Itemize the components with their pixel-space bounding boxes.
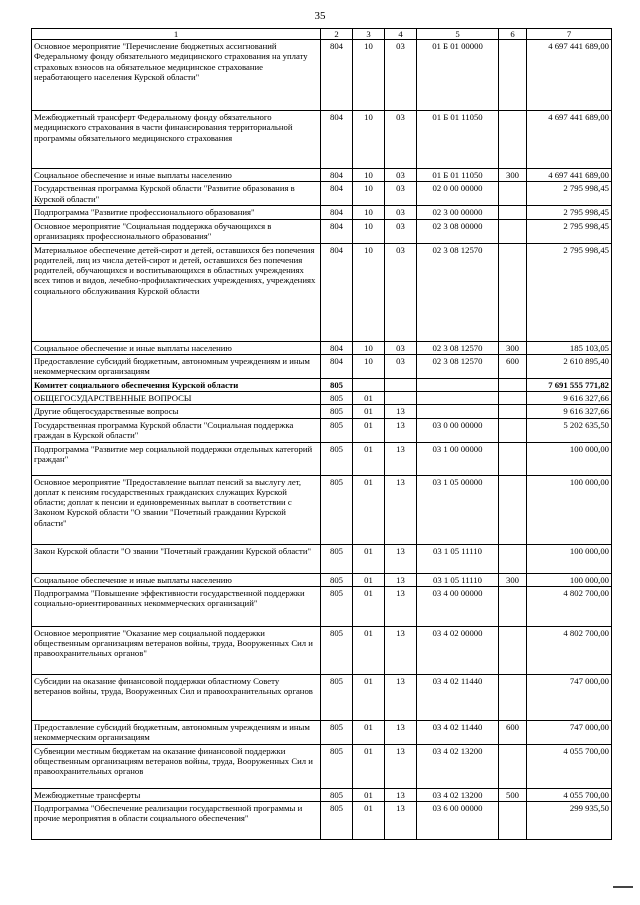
amount-cell: 100 000,00 <box>527 573 612 586</box>
amount-cell: 4 697 441 689,00 <box>527 40 612 111</box>
row-name-cell: Подпрограмма "Развитие профессионального образования" <box>32 206 321 219</box>
target-article-cell: 03 4 00 00000 <box>417 586 499 626</box>
section-code-cell: 01 <box>353 418 385 442</box>
row-name-cell: Предоставление субсидий бюджетным, автономным учреждениям и иным некоммерческим организациям <box>32 720 321 744</box>
subsection-code-cell: 03 <box>385 111 417 169</box>
table-row <box>32 573 612 586</box>
ministry-code-cell: 805 <box>321 392 353 405</box>
amount-cell: 4 802 700,00 <box>527 626 612 674</box>
column-number: 1 <box>32 29 321 40</box>
ministry-code-cell: 805 <box>321 405 353 418</box>
ministry-code-cell: 805 <box>321 442 353 475</box>
subsection-code-cell: 13 <box>385 418 417 442</box>
ministry-code-cell: 805 <box>321 573 353 586</box>
expense-type-cell <box>499 418 527 442</box>
table-row <box>32 378 612 391</box>
section-code-cell: 10 <box>353 182 385 206</box>
column-number: 5 <box>417 29 499 40</box>
budget-table <box>31 28 612 840</box>
amount-cell: 9 616 327,66 <box>527 405 612 418</box>
subsection-code-cell <box>385 378 417 391</box>
section-code-cell: 01 <box>353 392 385 405</box>
ministry-code-cell: 804 <box>321 243 353 341</box>
table-row <box>32 405 612 418</box>
table-row <box>32 544 612 573</box>
table-row <box>32 626 612 674</box>
subsection-code-cell: 13 <box>385 475 417 544</box>
section-code-cell: 10 <box>353 40 385 111</box>
amount-cell: 100 000,00 <box>527 442 612 475</box>
ministry-code-cell: 805 <box>321 475 353 544</box>
section-code-cell: 10 <box>353 243 385 341</box>
amount-cell: 299 935,50 <box>527 802 612 840</box>
column-number: 4 <box>385 29 417 40</box>
section-code-cell: 01 <box>353 405 385 418</box>
target-article-cell: 03 4 02 11440 <box>417 720 499 744</box>
target-article-cell: 03 1 00 00000 <box>417 442 499 475</box>
expense-type-cell <box>499 206 527 219</box>
target-article-cell: 03 0 00 00000 <box>417 418 499 442</box>
subsection-code-cell: 13 <box>385 586 417 626</box>
expense-type-cell: 600 <box>499 354 527 378</box>
amount-cell: 4 055 700,00 <box>527 744 612 788</box>
row-name-cell: Межбюджетный трансферт Федеральному фонду обязательного медицинского страхования в части финансирования территориальной программы обязательного медицинского страхования <box>32 111 321 169</box>
subsection-code-cell: 13 <box>385 405 417 418</box>
subsection-code-cell: 03 <box>385 206 417 219</box>
ministry-code-cell: 804 <box>321 341 353 354</box>
amount-cell: 747 000,00 <box>527 720 612 744</box>
ministry-code-cell: 804 <box>321 40 353 111</box>
target-article-cell <box>417 378 499 391</box>
row-name-cell: Основное мероприятие "Оказание мер социальной поддержки общественным организациям ветеранов войны, труда, Вооруженных Сил и правоохранительных органов" <box>32 626 321 674</box>
column-number: 7 <box>527 29 612 40</box>
expense-type-cell: 500 <box>499 788 527 801</box>
row-name-cell: Материальное обеспечение детей-сирот и детей, оставшихся без попечения родителей, лиц из числа детей-сирот и детей, оставшихся без попечения родителей, обучающихся и воспитывающихся в областных учреждениях всех типов и видов, лечебно-профилактических учреждениях, учреждениях социального обслуживания Курской области <box>32 243 321 341</box>
section-code-cell: 10 <box>353 206 385 219</box>
ministry-code-cell: 805 <box>321 744 353 788</box>
subsection-code-cell: 13 <box>385 744 417 788</box>
row-name-cell: Субвенции местным бюджетам на оказание финансовой поддержки общественным организациям ветеранов войны, труда, Вооруженных Сил и правоохранительных органов <box>32 744 321 788</box>
ministry-code-cell: 805 <box>321 544 353 573</box>
column-number: 6 <box>499 29 527 40</box>
table-row <box>32 40 612 111</box>
ministry-code-cell: 805 <box>321 626 353 674</box>
ministry-code-cell: 804 <box>321 219 353 243</box>
amount-cell: 7 691 555 771,82 <box>527 378 612 391</box>
row-name-cell: Государственная программа Курской области "Социальная поддержка граждан в Курской области" <box>32 418 321 442</box>
expense-type-cell <box>499 442 527 475</box>
ministry-code-cell: 805 <box>321 788 353 801</box>
expense-type-cell <box>499 544 527 573</box>
row-name-cell: Социальное обеспечение и иные выплаты населению <box>32 573 321 586</box>
amount-cell: 4 055 700,00 <box>527 788 612 801</box>
target-article-cell: 02 3 08 12570 <box>417 243 499 341</box>
expense-type-cell <box>499 378 527 391</box>
target-article-cell: 02 3 08 12570 <box>417 341 499 354</box>
subsection-code-cell: 13 <box>385 674 417 720</box>
target-article-cell: 01 Б 01 11050 <box>417 169 499 182</box>
amount-cell: 5 202 635,50 <box>527 418 612 442</box>
target-article-cell <box>417 392 499 405</box>
target-article-cell: 03 4 02 00000 <box>417 626 499 674</box>
row-name-cell: Подпрограмма "Обеспечение реализации государственной программы и прочие мероприятия в области социального обеспечения" <box>32 802 321 840</box>
row-name-cell: Закон Курской области "О звании "Почетный гражданин Курской области" <box>32 544 321 573</box>
target-article-cell: 02 3 08 12570 <box>417 354 499 378</box>
row-name-cell: ОБЩЕГОСУДАРСТВЕННЫЕ ВОПРОСЫ <box>32 392 321 405</box>
amount-cell: 4 697 441 689,00 <box>527 169 612 182</box>
expense-type-cell <box>499 182 527 206</box>
subsection-code-cell: 03 <box>385 243 417 341</box>
target-article-cell: 02 3 00 00000 <box>417 206 499 219</box>
table-row <box>32 586 612 626</box>
table-row <box>32 111 612 169</box>
row-name-cell: Основное мероприятие "Перечисление бюджетных ассигнований Федеральному фонду обязательного медицинского страхования на уплату страховых взносов на обязательное медицинское страхование неработающего населения Курской области" <box>32 40 321 111</box>
scan-mark <box>613 886 633 888</box>
subsection-code-cell <box>385 392 417 405</box>
column-number: 3 <box>353 29 385 40</box>
expense-type-cell <box>499 392 527 405</box>
section-code-cell: 01 <box>353 544 385 573</box>
target-article-cell: 03 6 00 00000 <box>417 802 499 840</box>
table-row <box>32 720 612 744</box>
amount-cell: 100 000,00 <box>527 475 612 544</box>
subsection-code-cell: 13 <box>385 720 417 744</box>
amount-cell: 4 802 700,00 <box>527 586 612 626</box>
page-number: 35 <box>314 10 326 22</box>
subsection-code-cell: 03 <box>385 182 417 206</box>
row-name-cell: Основное мероприятие "Социальная поддержка обучающихся в организациях профессионального образования" <box>32 219 321 243</box>
amount-cell: 747 000,00 <box>527 674 612 720</box>
expense-type-cell <box>499 219 527 243</box>
target-article-cell: 03 1 05 11110 <box>417 544 499 573</box>
target-article-cell: 01 Б 01 00000 <box>417 40 499 111</box>
section-code-cell: 10 <box>353 219 385 243</box>
table-row <box>32 674 612 720</box>
row-name-cell: Государственная программа Курской области "Развитие образования в Курской области" <box>32 182 321 206</box>
subsection-code-cell: 03 <box>385 341 417 354</box>
row-name-cell: Межбюджетные трансферты <box>32 788 321 801</box>
amount-cell: 2 795 998,45 <box>527 182 612 206</box>
expense-type-cell <box>499 40 527 111</box>
target-article-cell: 03 1 05 00000 <box>417 475 499 544</box>
section-code-cell: 01 <box>353 442 385 475</box>
subsection-code-cell: 13 <box>385 802 417 840</box>
subsection-code-cell: 13 <box>385 573 417 586</box>
table-row <box>32 744 612 788</box>
expense-type-cell <box>499 626 527 674</box>
table-row <box>32 169 612 182</box>
section-code-cell: 10 <box>353 354 385 378</box>
amount-cell: 185 103,05 <box>527 341 612 354</box>
expense-type-cell <box>499 802 527 840</box>
ministry-code-cell: 804 <box>321 169 353 182</box>
amount-cell: 2 610 895,40 <box>527 354 612 378</box>
subsection-code-cell: 03 <box>385 40 417 111</box>
ministry-code-cell: 805 <box>321 802 353 840</box>
expense-type-cell <box>499 586 527 626</box>
row-name-cell: Социальное обеспечение и иные выплаты населению <box>32 341 321 354</box>
row-name-cell: Субсидии на оказание финансовой поддержки областному Совету ветеранов войны, труда, Вооруженных Сил и правоохранительных органов <box>32 674 321 720</box>
ministry-code-cell: 805 <box>321 674 353 720</box>
expense-type-cell <box>499 405 527 418</box>
expense-type-cell: 300 <box>499 573 527 586</box>
ministry-code-cell: 805 <box>321 378 353 391</box>
expense-type-cell <box>499 475 527 544</box>
ministry-code-cell: 805 <box>321 586 353 626</box>
target-article-cell: 03 4 02 13200 <box>417 744 499 788</box>
subsection-code-cell: 13 <box>385 788 417 801</box>
amount-cell: 9 616 327,66 <box>527 392 612 405</box>
row-name-cell: Комитет социального обеспечения Курской области <box>32 378 321 391</box>
expense-type-cell <box>499 744 527 788</box>
table-row <box>32 354 612 378</box>
table-row <box>32 475 612 544</box>
ministry-code-cell: 805 <box>321 720 353 744</box>
table-row <box>32 243 612 341</box>
ministry-code-cell: 804 <box>321 182 353 206</box>
section-code-cell: 01 <box>353 802 385 840</box>
amount-cell: 2 795 998,45 <box>527 243 612 341</box>
row-name-cell: Другие общегосударственные вопросы <box>32 405 321 418</box>
subsection-code-cell: 13 <box>385 544 417 573</box>
ministry-code-cell: 804 <box>321 354 353 378</box>
subsection-code-cell: 03 <box>385 219 417 243</box>
target-article-cell: 01 Б 01 11050 <box>417 111 499 169</box>
target-article-cell: 03 4 02 13200 <box>417 788 499 801</box>
ministry-code-cell: 804 <box>321 111 353 169</box>
subsection-code-cell: 13 <box>385 442 417 475</box>
section-code-cell: 10 <box>353 169 385 182</box>
table-row <box>32 418 612 442</box>
column-number-row <box>32 29 612 40</box>
expense-type-cell <box>499 243 527 341</box>
amount-cell: 4 697 441 689,00 <box>527 111 612 169</box>
target-article-cell <box>417 405 499 418</box>
row-name-cell: Подпрограмма "Повышение эффективности государственной поддержки социально-ориентированных некоммерческих организаций" <box>32 586 321 626</box>
section-code-cell: 10 <box>353 111 385 169</box>
section-code-cell: 01 <box>353 475 385 544</box>
subsection-code-cell: 13 <box>385 626 417 674</box>
section-code-cell: 01 <box>353 586 385 626</box>
section-code-cell <box>353 378 385 391</box>
target-article-cell: 03 4 02 11440 <box>417 674 499 720</box>
table-row <box>32 219 612 243</box>
row-name-cell: Основное мероприятие "Предоставление выплат пенсий за выслугу лет, доплат к пенсиям государственных гражданских служащих Курской области; доплат к пенсии и единовременных выплат в соответствии с Законом Курской области "О звании "Почетный гражданин Курской области" <box>32 475 321 544</box>
amount-cell: 2 795 998,45 <box>527 206 612 219</box>
ministry-code-cell: 804 <box>321 206 353 219</box>
expense-type-cell: 600 <box>499 720 527 744</box>
table-row <box>32 341 612 354</box>
section-code-cell: 10 <box>353 341 385 354</box>
section-code-cell: 01 <box>353 674 385 720</box>
table-row <box>32 802 612 840</box>
expense-type-cell: 300 <box>499 341 527 354</box>
table-row <box>32 788 612 801</box>
section-code-cell: 01 <box>353 626 385 674</box>
target-article-cell: 02 3 08 00000 <box>417 219 499 243</box>
amount-cell: 2 795 998,45 <box>527 219 612 243</box>
section-code-cell: 01 <box>353 788 385 801</box>
table-row <box>32 182 612 206</box>
row-name-cell: Подпрограмма "Развитие мер социальной поддержки отдельных категорий граждан" <box>32 442 321 475</box>
row-name-cell: Предоставление субсидий бюджетным, автономным учреждениям и иным некоммерческим организациям <box>32 354 321 378</box>
table-row <box>32 206 612 219</box>
column-number: 2 <box>321 29 353 40</box>
section-code-cell: 01 <box>353 720 385 744</box>
amount-cell: 100 000,00 <box>527 544 612 573</box>
table-row <box>32 442 612 475</box>
subsection-code-cell: 03 <box>385 354 417 378</box>
ministry-code-cell: 805 <box>321 418 353 442</box>
row-name-cell: Социальное обеспечение и иные выплаты населению <box>32 169 321 182</box>
target-article-cell: 03 1 05 11110 <box>417 573 499 586</box>
expense-type-cell: 300 <box>499 169 527 182</box>
subsection-code-cell: 03 <box>385 169 417 182</box>
expense-type-cell <box>499 674 527 720</box>
target-article-cell: 02 0 00 00000 <box>417 182 499 206</box>
table-row <box>32 392 612 405</box>
expense-type-cell <box>499 111 527 169</box>
section-code-cell: 01 <box>353 573 385 586</box>
section-code-cell: 01 <box>353 744 385 788</box>
